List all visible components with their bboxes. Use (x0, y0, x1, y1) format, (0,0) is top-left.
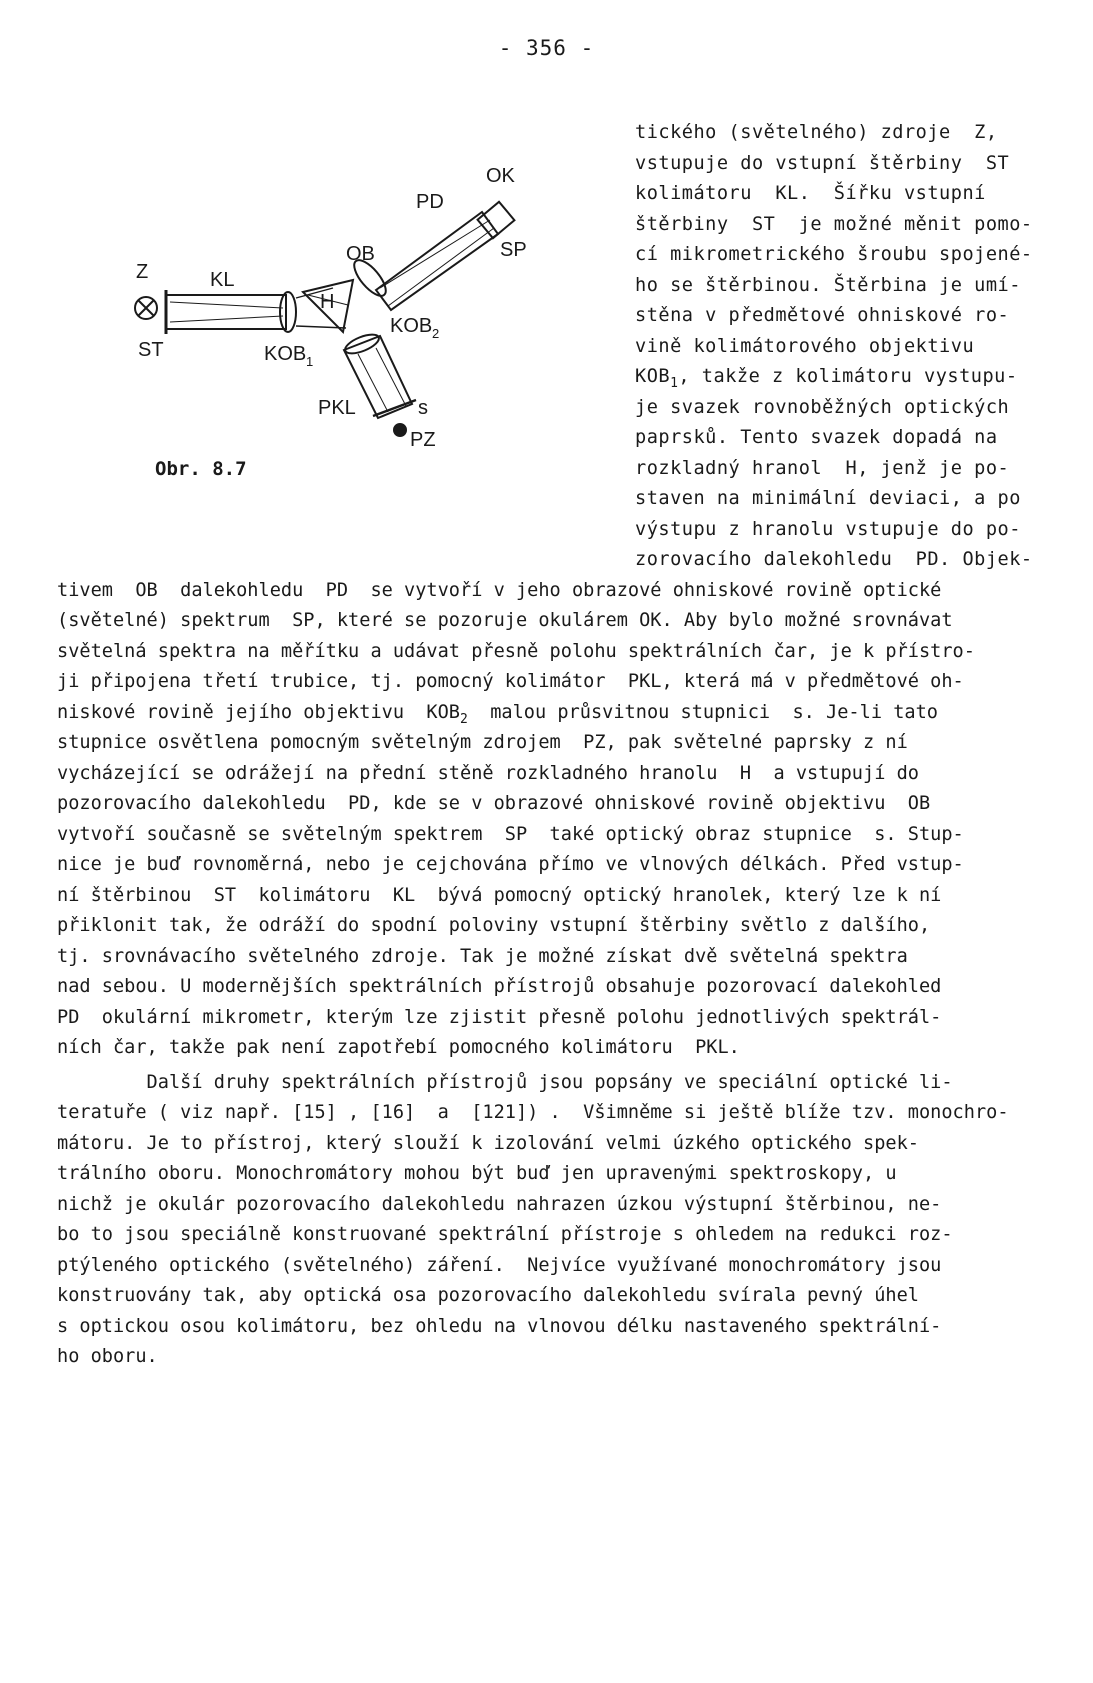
text-line: vině kolimátorového objektivu (635, 335, 975, 357)
label-ob: OB (346, 243, 375, 265)
label-ok: OK (486, 165, 515, 187)
text-line: bo to jsou speciálně konstruované spektrální přístroje s ohledem na redukci roz- (57, 1224, 953, 1245)
text-line: výstupu z hranolu vstupuje do po- (635, 518, 1021, 540)
text-line: zorovacího dalekohledu PD. Objek- (635, 549, 1033, 570)
label-pd: PD (416, 191, 444, 213)
figure-caption: Obr. 8.7 (155, 458, 247, 480)
label-s: s (418, 397, 428, 419)
text-line: cí mikrometrického šroubu spojené- (635, 244, 1033, 265)
text-line: ní štěrbinou ST kolimátoru KL bývá pomocný optický hranolek, který lze k ní (57, 884, 942, 906)
label-kob2-sub: 2 (432, 326, 440, 341)
text-line: paprsků. Tento svazek dopadá na (635, 427, 998, 448)
label-pkl: PKL (318, 397, 356, 419)
text-line: ních čar, takže pak není zapotřebí pomocného kolimátoru PKL. (57, 1037, 740, 1058)
label-h: H (320, 291, 335, 313)
label-sp: SP (500, 239, 527, 261)
text-line: s optickou osou kolimátoru, bez ohledu na vlnovou délku nastaveného spektrální- (57, 1315, 942, 1337)
text-line: rozkladný hranol H, jenž je po- (635, 457, 1010, 479)
label-kob1: KOB (264, 343, 307, 365)
label-kl: KL (210, 269, 235, 291)
text-line: konstruovány tak, aby optická osa pozorovacího dalekohledu svírala pevný úhel (57, 1285, 919, 1306)
text-line: stěna v předmětové ohniskové ro- (635, 305, 1010, 326)
text-line: tj. srovnávacího světelného zdroje. Tak je možné získat dvě světelná spektra (57, 945, 908, 967)
text-line: tivem OB dalekohledu PD se vytvoří v jeho obrazové ohniskové rovině optické (57, 579, 942, 601)
text-line: vytvoří současně se světelným spektrem SP také optický obraz stupnice s. Stup- (57, 823, 964, 845)
text-line: mátoru. Je to přístroj, který slouží k izolování velmi úzkého optického spek- (57, 1132, 919, 1154)
text-line: vycházející se odrážejí na přední stěně rozkladného hranolu H a vstupují do (57, 762, 919, 784)
label-st: ST (138, 339, 164, 361)
text-line: staven na minimální deviaci, a po (635, 488, 1021, 509)
text-line: ji připojena třetí trubice, tj. pomocný kolimátor PKL, která má v předmětové oh- (57, 671, 964, 692)
text-line: přiklonit tak, že odráží do spodní poloviny vstupní štěrbiny světlo z dalšího, (57, 915, 931, 936)
text-line: stupnice osvětlena pomocným světelným zdrojem PZ, pak světelné paprsky z ní (57, 732, 908, 753)
text-line: je svazek rovnoběžných optických (635, 396, 1010, 418)
text-line: Další druhy spektrálních přístrojů jsou popsány ve speciální optické li- (57, 1071, 953, 1093)
source-pz-symbol (394, 424, 406, 436)
text-line: ho oboru. (57, 1346, 158, 1367)
label-z: Z (136, 261, 149, 283)
text-line: tického (světelného) zdroje Z, (635, 122, 998, 143)
text-line: pozorovacího dalekohledu PD, kde se v obrazové ohniskové rovině objektivu OB (57, 793, 931, 814)
label-kob1-sub: 1 (306, 354, 314, 369)
text-line: vstupuje do vstupní štěrbiny ST (635, 152, 1010, 174)
text-line: nice je buď rovnoměrná, nebo je cejchována přímo ve vlnových délkách. Před vstup- (57, 854, 964, 875)
page-number: - 356 - (498, 36, 595, 60)
text-line: nichž je okulár pozorovacího dalekohledu nahrazen úzkou výstupní štěrbinou, ne- (57, 1193, 942, 1215)
text-line: kolimátoru KL. Šířku vstupní (635, 183, 986, 204)
text-line: (světelné) spektrum SP, které se pozoruje okulárem OK. Aby bylo možné srovnávat (57, 610, 953, 631)
collimator-tube (166, 295, 286, 329)
text-line: PD okulární mikrometr, kterým lze zjistit přesně polohu jednotlivých spektrál- (57, 1006, 942, 1028)
text-line: trálního oboru. Monochromátory mohou být buď jen upravenými spektroskopy, u (57, 1163, 897, 1184)
label-pz: PZ (410, 429, 436, 451)
text-line: štěrbiny ST je možné měnit pomo- (635, 213, 1033, 235)
text-line: ho se štěrbinou. Štěrbina je umí- (635, 274, 1021, 296)
figure-labels (136, 165, 527, 451)
label-kob2: KOB (390, 315, 433, 337)
text-line: niskové rovině jejího objektivu $KOB_2$ malou průsvitnou stupnici s. Je-li tato (57, 701, 938, 727)
text-line: teratuře ( viz např. [15] , [16] a [121]) . Všimněme si ještě blíže tzv. monochro- (57, 1102, 1009, 1123)
text-line: $KOB_1$, takže z kolimátoru vystupu- (635, 366, 1018, 391)
text-line: ptýleného optického (světelného) záření. Nejvíce využívané monochromátory jsou (57, 1254, 942, 1276)
text-line: světelná spektra na měřítku a udávat přesně polohu spektrálních čar, je k přístro- (57, 640, 975, 662)
text-line: nad sebou. U modernějších spektrálních přístrojů obsahuje pozorovací dalekohled (57, 976, 942, 997)
